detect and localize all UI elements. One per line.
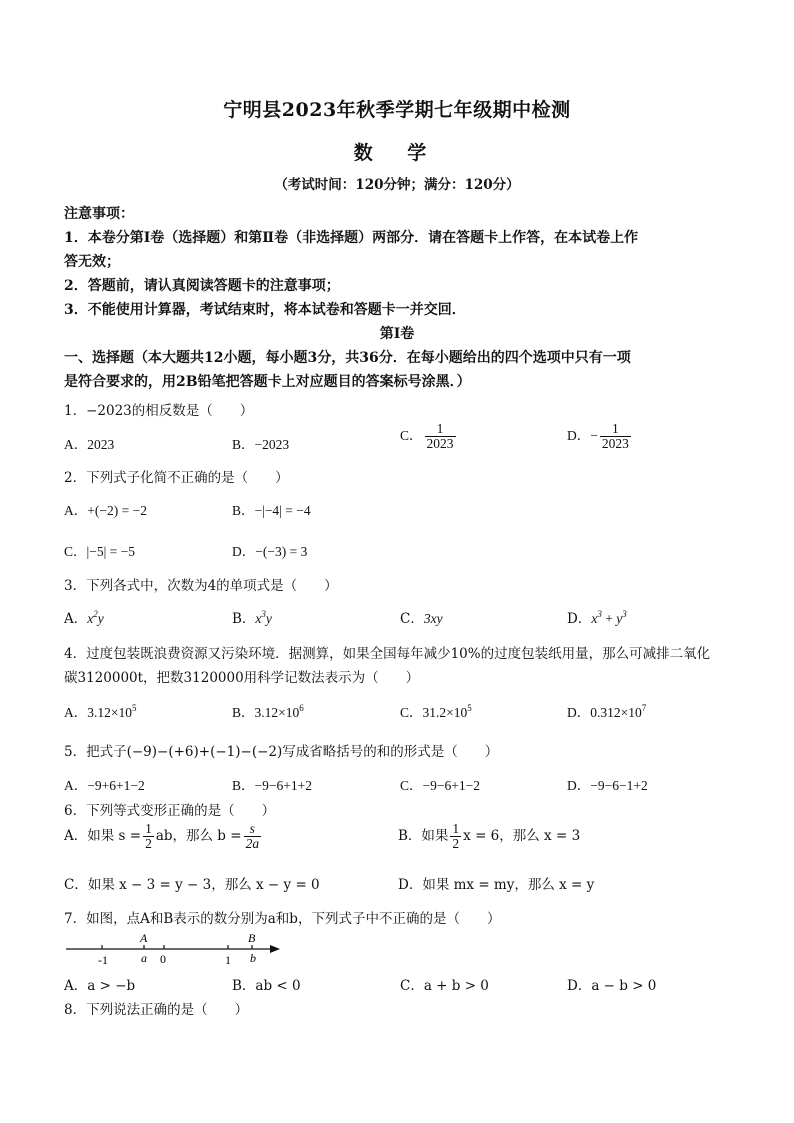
q1-option-c [400,422,458,451]
q1-stem: 1．−2023的相反数是（ ） [64,403,254,419]
q4-option-c-base: C．31.2×10 [400,705,468,720]
point-b-value: b [250,951,256,965]
q6-option-b [398,822,580,851]
q2-option-b: B．−|−4| = −4 [232,503,311,518]
point-b-name: B [248,931,256,945]
q3-option-c-label: C． [400,611,424,627]
q4-stem-line-1: 4．过度包装既浪费资源又污染环境．据测算，如果全国每年减少10%的过度包装纸用量，那么可减排二氧化 [64,646,711,662]
q6-option-b-suffix: x = 6，那么 x = 3 [463,828,581,845]
q3-option-a: A．$x^2y$ [64,609,104,627]
q4-option-b [232,701,304,721]
q1-c-denominator: 2023 [426,436,454,452]
q6-a-denominator-2: 2a [245,836,260,852]
q1-option-a: A．2023 [64,437,115,452]
q7-option-a: A．a > −b [64,978,136,994]
note-3: 3．不能使用计算器，考试结束时，将本试卷和答题卡一并交回． [64,302,466,318]
q6-a-fraction-1 [143,822,154,851]
q6-b-denominator: 2 [452,836,460,852]
notes-heading: 注意事项： [64,206,134,222]
q4-option-d-base: D．0.312×10 [567,705,642,720]
q1-option-b: B．−2023 [232,437,290,452]
q6-a-denominator-1: 2 [145,836,152,852]
number-line-figure [64,930,284,968]
q4-option-a-base: A．3.12×10 [64,705,132,720]
q3-option-c [400,607,443,627]
q5-option-c: C．−9−6+1−2 [400,778,480,793]
q2-stem: 2．下列式子化简不正确的是（ ） [64,470,289,486]
q3-stem: 3．下列各式中，次数为4的单项式是（ ） [64,578,338,594]
part-1-label: 第Ⅰ卷 [379,326,415,342]
q5-option-a: A．−9+6+1−2 [64,778,145,793]
q4-option-b-exponent: 6 [299,703,304,713]
q4-option-b-base: B．3.12×10 [232,705,300,720]
q3-option-d: D．$x^3 + y^3$ [567,609,627,627]
q6-a-numerator-1: 1 [145,821,152,836]
q6-option-a [64,822,263,851]
q3-option-b: B．$x^3y$ [232,609,272,627]
q5-option-d: D．−9−6−1+2 [567,778,648,793]
q6-a-fraction-2 [244,822,262,851]
q2-option-a: A．+(−2) = −2 [64,503,147,518]
q4-stem-line-2: 碳3120000t，把数3120000用科学记数法表示为（ ） [64,670,420,686]
point-a-value: a [141,951,147,965]
q1-d-numerator: 1 [600,422,631,437]
q2-option-c: C．|−5| = −5 [64,544,136,559]
q4-option-c-exponent: 5 [467,703,472,713]
q4-option-a-exponent: 5 [132,703,137,713]
q4-option-a [64,701,137,721]
q1-option-d-label: D．− [567,427,598,443]
q3-option-b-label: B． [232,611,256,627]
q4-option-d-exponent: 7 [641,703,647,713]
note-1-line-2: 答无效； [64,254,120,270]
q6-option-c: C．如果 x − 3 = y − 3，那么 x − y = 0 [64,877,320,893]
q6-option-d: D．如果 mx = my，那么 x = y [398,877,595,893]
q1-option-d-fraction [600,422,631,451]
tick-label-minus-1: -1 [98,953,108,967]
subject-title: 数 学 [353,142,441,164]
tick-label-0: 0 [160,952,166,966]
q7-option-c: C．a + b > 0 [400,978,489,994]
section-heading-line-2: 是符合要求的，用2B铅笔把答题卡上对应题目的答案标号涂黑．） [64,374,471,390]
q6-b-fraction [450,822,461,851]
q7-option-d: D．a − b > 0 [567,978,657,994]
point-a-name: A [140,931,148,945]
q1-option-c-label: C． [400,427,423,443]
tick-label-1: 1 [225,953,231,967]
q4-option-c [400,701,472,721]
q1-d-denominator: 2023 [601,436,629,452]
q3-option-d-label: D． [567,611,592,627]
section-heading-line-1: 一、选择题（本大题共12小题，每小题3分，共36分．在每小题给出的四个选项中只有一项 [64,350,631,366]
q1-option-c-fraction [425,422,456,451]
q2-option-d: D．−(−3) = 3 [232,544,308,559]
note-2: 2．答题前，请认真阅读答题卡的注意事项； [64,278,340,294]
page-title: 宁明县2023年秋季学期七年级期中检测 [223,99,571,121]
q6-option-a-middle: ab，那么 b = [155,828,242,845]
q3-option-a-label: A． [64,611,88,627]
q6-b-numerator: 1 [452,821,460,836]
q1-c-numerator: 1 [425,422,456,437]
q1-option-d [567,422,633,451]
q4-option-d [567,701,646,721]
exam-info: （考试时间：120分钟；满分：120分） [274,177,520,193]
q6-stem: 6．下列等式变形正确的是（ ） [64,803,276,819]
number-line-arrow-icon [270,945,280,953]
q5-stem: 5．把式子(−9)−(+6)+(−1)−(−2)写成省略括号的和的形式是（ ） [64,744,499,760]
q5-option-b: B．−9−6+1+2 [232,778,312,793]
note-1-line-1: 1．本卷分第Ⅰ卷（选择题）和第Ⅱ卷（非选择题）两部分．请在答题卡上作答，在本试卷上作 [64,230,639,246]
q6-option-a-prefix: A．如果 s = [64,828,142,845]
q6-a-numerator-2: s [244,822,262,837]
q8-stem: 8．下列说法正确的是（ ） [64,1002,249,1018]
q3-option-c-expression: 3xy [423,611,443,626]
q7-option-b: B．ab < 0 [232,978,301,994]
q6-option-b-prefix: B．如果 [398,828,449,845]
q7-stem: 7．如图，点A和B表示的数分别为a和b，下列式子中不正确的是（ ） [64,911,501,927]
